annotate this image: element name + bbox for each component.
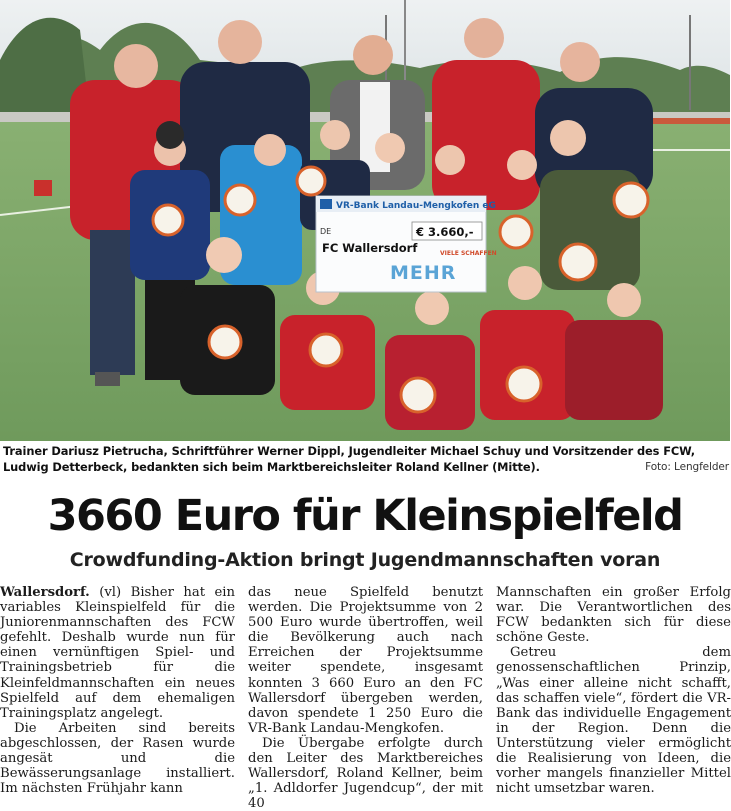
photo-caption	[3, 443, 729, 475]
article-column-3	[496, 585, 731, 796]
paragraph: Die Arbeiten sind bereits abgeschlossen, der Rasen wurde angesät und die Bewässerungsanlage installiert. Im nächsten Frühjahr kann	[0, 720, 235, 797]
check-logo-word: MEHR	[390, 262, 457, 284]
article-body	[0, 585, 731, 811]
paragraph: das neue Spielfeld benutzt werden. Die Projektsumme von 2 500 Euro wurde übertroffen, weil die Bevölkerung auch nach Erreichen der Projektsumme weiter spendete, insgesamt konnten 3 660 Euro an den FC Wallersdorf übergeben werden, davon spendete 1 250 Euro die VR-Bank Landau-Mengkofen.	[248, 585, 483, 736]
check-amount: € 3.660,-	[416, 225, 474, 239]
check-slogan: VIELE SCHAFFEN	[440, 250, 497, 257]
photo-credit: Foto: Lengfelder	[645, 461, 729, 473]
headline: 3660 Euro für Kleinspielfeld	[47, 491, 683, 541]
check-currency: DE	[320, 227, 332, 236]
article-column-1	[0, 585, 235, 796]
check-bank: VR-Bank Landau-Mengkofen eG	[336, 201, 496, 211]
paragraph: Mannschaften ein großer Erfolg war. Die Verantwortlichen des FCW bedankten sich für diese schöne Geste.	[496, 585, 731, 646]
paragraph: Getreu dem genossenschaftlichen Prinzip, „Was einer alleine nicht schafft, das schaffen viele“, fördert die VR-Bank das individuelle Engagement in der Region. Denn die Unterstützung vieler ermöglicht die Realisierung von Ideen, die vorher mangels finanzieller Mittel nicht umsetzbar waren.	[496, 645, 731, 797]
paragraph-text: (vl) Bisher hat ein variables Kleinspielfeld für die Juniorenmannschaften des FCW gefehlt. Deshalb wurde nun für einen vernünftigen Spiel- und Trainingsbetrieb für die Kleinfeldmannschaften ein neues Spielfeld auf dem ehemaligen Trainingsplatz angelegt.	[0, 585, 235, 721]
paragraph: Die Übergabe erfolgte durch den Leiter des Marktbereiches Wallersdorf, Roland Kellner, beim „1. Adldorfer Jugendcup“, der mit 40	[248, 735, 483, 811]
donation-check	[316, 196, 497, 292]
check-payee: FC Wallersdorf	[322, 241, 418, 255]
subheadline: Crowdfunding-Aktion bringt Jugendmannschaften voran	[69, 549, 661, 571]
dateline: Wallersdorf.	[0, 585, 90, 600]
caption-text: Trainer Dariusz Pietrucha, Schriftführer Werner Dippl, Jugendleiter Michael Schuy und Vorsitzender des FCW, Ludwig Detterbeck, bedankten sich beim Marktbereichsleiter Roland Kellner (Mitte).	[3, 444, 695, 474]
article-column-2	[248, 585, 483, 811]
paragraph	[0, 585, 235, 721]
